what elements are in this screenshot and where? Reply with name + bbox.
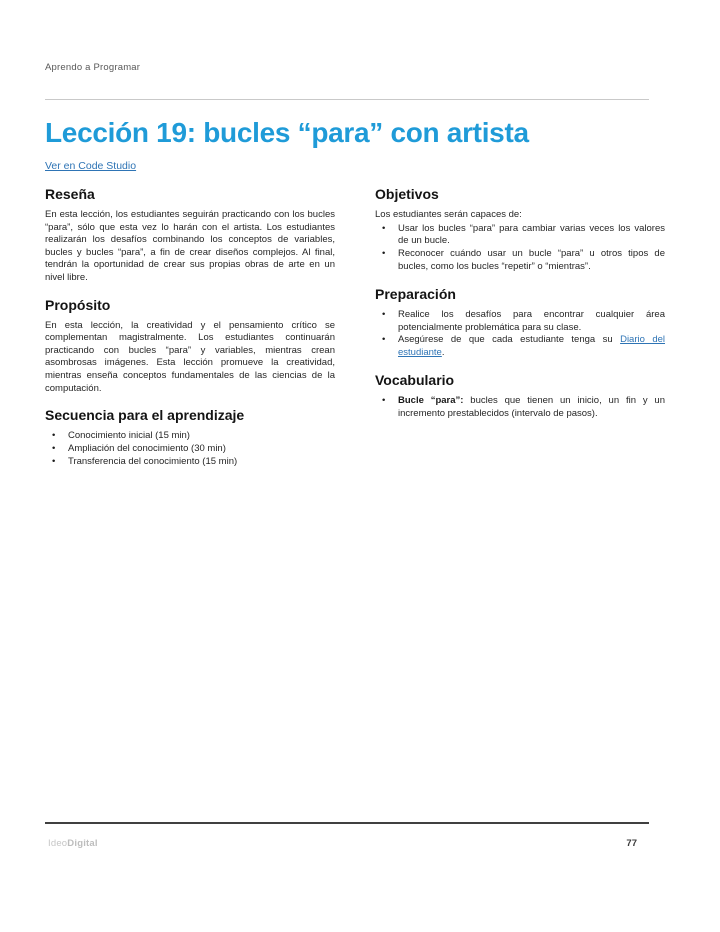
list-item [375,395,665,421]
vocabulario-list [375,395,665,421]
list-item: • Realice los desafíos para encontrar cualquier área potencialmente problemática para su clase. [375,309,665,335]
vocab-term: Bucle “para”: [398,394,464,406]
page-number: 77 [626,838,637,849]
section-heading-vocabulario: Vocabulario [375,371,455,388]
preparacion-list [375,309,665,360]
resena-paragraph: En esta lección, los estudiantes seguirán practicando con los bucles “para”, sólo que esta vez lo harán con el artista. Los estudiantes realizarán los desafíos combinando los conceptos de variables, bucles y bucles “para”, a fin de crear diseños complejos. Al final, tendrán la oportunidad de crear sus propias obras de arte en un nivel libre. [45,209,335,283]
list-item [375,334,665,360]
list-item: • Usar los bucles “para” para cambiar varias veces los valores de un bucle. [375,223,665,249]
list-item: • Ampliación del conocimiento (30 min) [45,443,335,456]
header-divider [45,99,649,100]
section-heading-objetivos: Objetivos [375,186,439,202]
list-item: • Conocimiento inicial (15 min) [45,430,335,443]
section-heading-preparacion: Preparación [375,285,456,302]
header-brand: Aprendo a Programar [45,62,141,73]
section-heading-proposito: Propósito [45,296,111,313]
footer-brand-light: Ideo [48,838,68,849]
right-column [375,186,665,469]
footer-divider [45,822,649,824]
secuencia-list [45,430,335,468]
objetivos-intro: Los estudiantes serán capaces de: [375,209,522,220]
list-item: • Reconocer cuándo usar un bucle “para” u otros tipos de bucles, como los bucles “repetir” o “mientras”. [375,248,665,274]
objetivos-list [375,223,665,274]
prep-item-text: Asegúrese de que cada estudiante tenga su [398,334,621,346]
footer-brand-bold: Digital [67,838,98,849]
footer-brand [48,838,98,849]
section-heading-secuencia: Secuencia para el aprendizaje [45,407,245,424]
diario-estudiante-link[interactable]: Diario del estudiante [398,334,665,359]
code-studio-link[interactable]: Ver en Code Studio [45,160,137,172]
prep-item-period: . [441,347,445,359]
list-item: • Transferencia del conocimiento (15 min) [45,456,335,469]
page-title: Lección 19: bucles “para” con artista [45,117,529,148]
two-column-layout [45,186,665,469]
left-column [45,186,335,469]
proposito-paragraph: En esta lección, la creatividad y el pensamiento crítico se complementan magistralmente. Los estudiantes continuarán practicando con bucles “para” y variables, mientras crean asombrosas imágenes. Esta lección promueve la creatividad, mientras enseña conceptos fundamentales de las ciencias de la computación. [45,319,335,394]
vocab-definition: bucles que tienen un inicio, un fin y un incremento prestablecidos (intervalo de pasos). [398,394,665,419]
section-heading-resena: Reseña [45,186,95,202]
page-footer [45,822,649,849]
